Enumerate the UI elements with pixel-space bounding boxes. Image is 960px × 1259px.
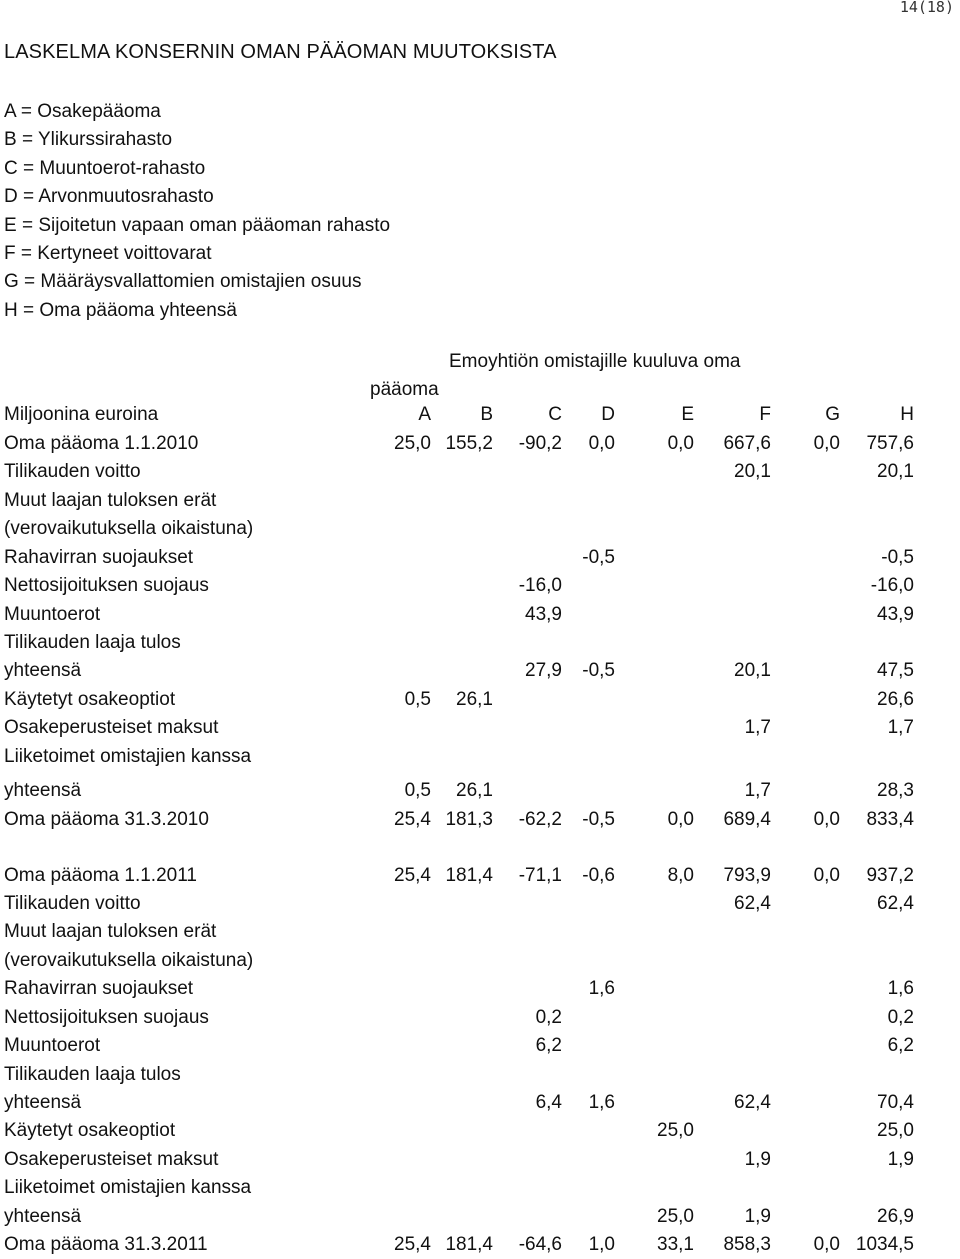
cell-f: 1,7 [744, 717, 771, 738]
legend-item-a: A = Osakepääoma [4, 101, 161, 122]
cell-b: 26,1 [456, 780, 493, 801]
column-header-e: E [681, 404, 694, 425]
table-row [0, 890, 960, 918]
cell-d: -0,5 [582, 547, 615, 568]
cell-h: 833,4 [866, 809, 914, 830]
cell-b: 181,4 [445, 865, 493, 886]
cell-h: 1,7 [887, 717, 914, 738]
legend-item-h: H = Oma pääoma yhteensä [4, 299, 237, 321]
table-row [0, 1061, 960, 1089]
row-label: Tilikauden laaja tulos [4, 632, 181, 653]
cell-h: 0,2 [887, 1007, 914, 1028]
cell-d: 1,6 [588, 978, 615, 999]
cell-c: 0,2 [535, 1007, 562, 1028]
cell-f: 858,3 [723, 1234, 771, 1255]
table-row [0, 686, 960, 714]
table-row [0, 918, 960, 946]
row-label: Nettosijoituksen suojaus [4, 1007, 209, 1028]
row-label: (verovaikutuksella oikaistuna) [4, 950, 254, 971]
cell-b: 181,4 [445, 1234, 493, 1255]
unit-label: Miljoonina euroina [4, 404, 159, 425]
row-label: Liiketoimet omistajien kanssa [4, 746, 252, 767]
cell-e: 8,0 [667, 865, 694, 886]
cell-c: -90,2 [518, 433, 562, 454]
row-label: Nettosijoituksen suojaus [4, 575, 209, 596]
row-label: Liiketoimet omistajien kanssa [4, 1177, 252, 1198]
cell-e: 25,0 [657, 1206, 694, 1227]
cell-h: 62,4 [877, 893, 914, 914]
cell-f: 1,7 [744, 780, 771, 801]
legend-item-b: B = Ylikurssirahasto [4, 129, 173, 151]
cell-f: 62,4 [734, 893, 771, 914]
cell-d: 1,0 [588, 1234, 615, 1255]
row-label: Muuntoerot [4, 604, 101, 625]
row-label: yhteensä [4, 1206, 82, 1227]
column-group-header-line1: Emoyhtiön omistajille kuuluva oma [449, 351, 741, 372]
cell-f: 1,9 [744, 1149, 771, 1170]
table-row [0, 515, 960, 543]
column-header-c: C [548, 404, 562, 425]
cell-d: -0,6 [582, 865, 615, 886]
table-row [0, 1146, 960, 1174]
column-header-d: D [601, 404, 615, 425]
cell-e: 0,0 [667, 809, 694, 830]
legend-item-g: G = Määräysvallattomien omistajien osuus [4, 271, 362, 293]
column-header-a: A [418, 404, 431, 425]
row-label: Osakeperusteiset maksut [4, 1149, 219, 1170]
cell-g: 0,0 [813, 433, 840, 454]
cell-h: 26,6 [877, 689, 914, 710]
table-row [0, 1117, 960, 1145]
row-label: Oma pääoma 1.1.2011 [4, 865, 197, 886]
row-label: Muut laajan tuloksen erät [4, 490, 217, 511]
cell-f: 62,4 [734, 1092, 771, 1113]
cell-c: -62,2 [518, 809, 562, 830]
cell-h: -0,5 [881, 547, 914, 568]
column-legend [4, 98, 390, 325]
cell-a: 0,5 [404, 780, 431, 801]
cell-e: 33,1 [657, 1234, 694, 1255]
cell-h: 47,5 [877, 660, 914, 681]
table-row [0, 862, 960, 890]
table-row [0, 777, 960, 805]
row-label: Muut laajan tuloksen erät [4, 921, 217, 942]
cell-g: 0,0 [813, 809, 840, 830]
cell-a: 0,5 [404, 689, 431, 710]
row-label: yhteensä [4, 780, 82, 801]
table-row [0, 544, 960, 572]
cell-d: 0,0 [588, 433, 615, 454]
table-row [0, 1231, 960, 1259]
cell-h: 1,6 [887, 978, 914, 999]
column-group-header-line2: pääoma [370, 379, 439, 400]
table-row [0, 714, 960, 742]
cell-a: 25,4 [394, 809, 431, 830]
legend-item-c: C = Muuntoerot-rahasto [4, 157, 206, 179]
table-row [0, 458, 960, 486]
legend-item-e: E = Sijoitetun vapaan oman pääoman rahasto [4, 214, 391, 236]
row-label: Rahavirran suojaukset [4, 547, 194, 568]
cell-h: 1,9 [887, 1149, 914, 1170]
column-header-b: B [480, 404, 493, 425]
row-label: Osakeperusteiset maksut [4, 717, 219, 738]
table-row [0, 601, 960, 629]
cell-h: 757,6 [866, 433, 914, 454]
table-row [0, 806, 960, 834]
row-label: Käytetyt osakeoptiot [4, 1120, 176, 1141]
table-row [0, 1203, 960, 1231]
cell-c: 6,4 [535, 1092, 562, 1113]
table-row [0, 743, 960, 771]
legend-item-f: F = Kertyneet voittovarat [4, 242, 212, 264]
cell-c: 6,2 [535, 1035, 562, 1056]
cell-f: 667,6 [723, 433, 771, 454]
page-number: 14(18) [899, 0, 954, 16]
cell-c: -16,0 [518, 575, 562, 596]
cell-h: 43,9 [877, 604, 914, 625]
row-label: yhteensä [4, 660, 82, 681]
row-label: Tilikauden laaja tulos [4, 1064, 181, 1085]
cell-g: 0,0 [813, 1234, 840, 1255]
cell-b: 155,2 [445, 433, 493, 454]
page-title: LASKELMA KONSERNIN OMAN PÄÄOMAN MUUTOKSISTA [4, 41, 557, 63]
cell-h: 28,3 [877, 780, 914, 801]
cell-h: -16,0 [870, 575, 914, 596]
row-label: Tilikauden voitto [4, 461, 141, 482]
cell-b: 26,1 [456, 689, 493, 710]
table-row [0, 1174, 960, 1202]
row-label: Tilikauden voitto [4, 893, 141, 914]
table-row [0, 1032, 960, 1060]
cell-h: 937,2 [866, 865, 914, 886]
table-row [0, 572, 960, 600]
row-label: Rahavirran suojaukset [4, 978, 194, 999]
cell-c: -64,6 [518, 1234, 562, 1255]
row-label: yhteensä [4, 1092, 82, 1113]
cell-g: 0,0 [813, 865, 840, 886]
table-row [0, 487, 960, 515]
table-row [0, 657, 960, 685]
cell-b: 181,3 [445, 809, 493, 830]
row-label: Muuntoerot [4, 1035, 101, 1056]
column-group-header [370, 348, 740, 404]
cell-h: 6,2 [887, 1035, 914, 1056]
table-row [0, 629, 960, 657]
table-header-row [0, 401, 960, 429]
row-label: Oma pääoma 31.3.2011 [4, 1234, 208, 1255]
row-label: Käytetyt osakeoptiot [4, 689, 176, 710]
table-row [0, 1089, 960, 1117]
cell-h: 70,4 [877, 1092, 914, 1113]
column-header-f: F [759, 404, 771, 425]
row-label: Oma pääoma 1.1.2010 [4, 433, 199, 454]
cell-h: 1034,5 [855, 1234, 914, 1255]
cell-c: 43,9 [525, 604, 562, 625]
table-row [0, 975, 960, 1003]
cell-h: 20,1 [877, 461, 914, 482]
table-row [0, 430, 960, 458]
cell-a: 25,4 [394, 1234, 431, 1255]
legend-item-d: D = Arvonmuutosrahasto [4, 186, 214, 208]
cell-f: 20,1 [734, 660, 771, 681]
column-header-h: H [900, 404, 914, 425]
cell-f: 20,1 [734, 461, 771, 482]
cell-f: 1,9 [744, 1206, 771, 1227]
cell-d: 1,6 [588, 1092, 615, 1113]
column-header-g: G [825, 404, 840, 425]
cell-d: -0,5 [582, 660, 615, 681]
table-row [0, 1004, 960, 1032]
cell-c: 27,9 [525, 660, 562, 681]
cell-h: 25,0 [877, 1120, 914, 1141]
row-label: (verovaikutuksella oikaistuna) [4, 518, 254, 539]
cell-f: 793,9 [723, 865, 771, 886]
cell-f: 689,4 [723, 809, 771, 830]
cell-e: 25,0 [657, 1120, 694, 1141]
cell-a: 25,0 [394, 433, 431, 454]
cell-e: 0,0 [667, 433, 694, 454]
cell-d: -0,5 [582, 809, 615, 830]
cell-h: 26,9 [877, 1206, 914, 1227]
table-row [0, 947, 960, 975]
cell-a: 25,4 [394, 865, 431, 886]
row-label: Oma pääoma 31.3.2010 [4, 809, 209, 830]
cell-c: -71,1 [518, 865, 562, 886]
